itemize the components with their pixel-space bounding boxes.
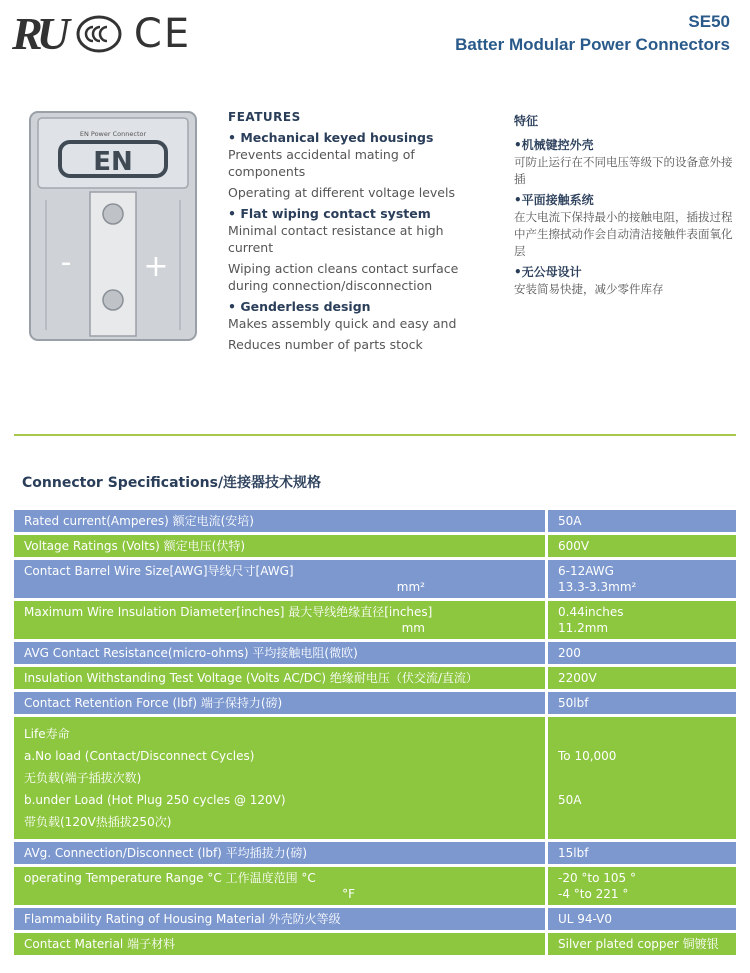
spec-label: Rated current(Amperes) 额定电流(安培) (14, 510, 545, 532)
spec-label: Voltage Ratings (Volts) 额定电压(伏特) (14, 535, 545, 557)
spec-value-secondary: 11.2mm (558, 621, 609, 635)
feature-desc: Operating at different voltage levels (228, 185, 455, 200)
spec-unit: mm² (396, 580, 425, 594)
feature-cn-title: •平面接触系统 (514, 193, 594, 207)
spec-value-cell (548, 867, 736, 905)
feature-cn-desc: 可防止运行在不同电压等级下的设备意外接插 (514, 155, 733, 186)
spec-label: operating Temperature Range °C 工作温度范围 °C (24, 871, 316, 885)
table-row (14, 535, 736, 557)
spec-value-secondary: 13.3-3.3mm² (558, 580, 637, 594)
features-heading: FEATURES (228, 110, 301, 124)
spec-value-cell (548, 601, 736, 639)
spec-table (14, 510, 736, 958)
life-heading: Life寿命 (24, 727, 70, 741)
table-row (14, 642, 736, 664)
spec-label: Insulation Withstanding Test Voltage (Volts AC/DC) 绝缘耐电压（伏交流/直流） (14, 667, 545, 689)
feature-desc: Minimal contact resistance at high current (228, 223, 444, 255)
table-row (14, 560, 736, 598)
spec-value: 0.44inches (558, 605, 624, 619)
connector-product-image (28, 110, 198, 342)
product-small-text: EN Power Connector (79, 130, 147, 138)
feature-cn-desc: 安装简易快捷，减少零件库存 (514, 282, 664, 296)
spec-label-cell (14, 601, 545, 639)
spec-label: Maximum Wire Insulation Diameter[inches] 最大导线绝缘直径[inches] (24, 605, 433, 619)
life-line: a.No load (Contact/Disconnect Cycles) (24, 749, 255, 763)
table-row (14, 867, 736, 905)
life-label-cell (14, 717, 545, 839)
table-row (14, 717, 736, 839)
spec-label: Contact Barrel Wire Size[AWG]导线尺寸[AWG] (24, 564, 294, 578)
spacer (558, 767, 726, 789)
feature-title: • Flat wiping contact system (228, 206, 431, 221)
spec-value: 2200V (548, 667, 736, 689)
spec-unit: mm (401, 621, 425, 635)
features-english (228, 110, 488, 357)
feature-desc: Wiping action cleans contact surface during connection/disconnection (228, 261, 459, 293)
spec-value: -20 °to 105 ° (558, 871, 636, 885)
table-row (14, 510, 736, 532)
spec-unit: °F (342, 887, 355, 901)
spec-section-title: Connector Specifications/连接器技术规格 (22, 475, 322, 491)
minus-sign-icon: - (60, 245, 72, 280)
spec-label: AVg. Connection/Disconnect (lbf) 平均插拔力(磅) (14, 842, 545, 864)
spec-value: 6-12AWG (558, 564, 614, 578)
section-divider (14, 434, 736, 436)
spec-value-secondary: -4 °to 221 ° (558, 887, 629, 901)
life-line: 带负载(120V热插拔250次) (24, 815, 172, 829)
spec-label-cell (14, 560, 545, 598)
spec-value: Silver plated copper 铜镀银 (548, 933, 736, 955)
table-row (14, 842, 736, 864)
life-line: b.under Load (Hot Plug 250 cycles @ 120V) (24, 793, 286, 807)
spec-label: Flammability Rating of Housing Material 外壳防火等级 (14, 908, 545, 930)
spec-value: 15lbf (548, 842, 736, 864)
feature-cn-title: •机械键控外壳 (514, 138, 594, 152)
feature-title: • Mechanical keyed housings (228, 130, 434, 145)
life-line: 无负载(端子插拔次数) (24, 771, 142, 785)
life-value-cell (548, 717, 736, 839)
feature-desc: Makes assembly quick and easy and (228, 316, 457, 331)
spec-value-cell (548, 560, 736, 598)
spec-value-secondary: 50A (558, 793, 582, 807)
certification-logos (12, 8, 192, 59)
table-row (14, 908, 736, 930)
feature-cn-title: •无公母设计 (514, 265, 582, 279)
plus-sign-icon: + (143, 249, 169, 284)
feature-desc: Reduces number of parts stock (228, 337, 423, 352)
spec-value: 200 (548, 642, 736, 664)
feature-title: • Genderless design (228, 299, 371, 314)
table-row (14, 601, 736, 639)
feature-desc: Prevents accidental mating of components (228, 147, 415, 179)
ccc-logo-icon (76, 14, 122, 54)
model-number: SE50 (688, 12, 730, 31)
ce-logo-icon: CE (133, 11, 192, 57)
spec-label: Contact Retention Force (lbf) 端子保持力(磅) (14, 692, 545, 714)
page-subtitle: Batter Modular Power Connectors (455, 35, 730, 54)
table-row (14, 692, 736, 714)
spec-value: 50A (548, 510, 736, 532)
table-row (14, 667, 736, 689)
ccc-logo-text: CCC (98, 39, 102, 40)
spec-label: Contact Material 端子材料 (14, 933, 545, 955)
product-brand-logo: EN (93, 147, 133, 177)
spec-value: To 10,000 (558, 749, 617, 763)
ul-logo-icon: RU (12, 8, 64, 59)
spec-value: 600V (548, 535, 736, 557)
spec-value: 50lbf (548, 692, 736, 714)
spec-label-cell (14, 867, 545, 905)
table-row (14, 933, 736, 955)
spec-value: UL 94-V0 (548, 908, 736, 930)
feature-cn-desc: 在大电流下保持最小的接触电阻，插拔过程中产生擦拭动作会自动清洁接触件表面氧化层 (514, 210, 733, 258)
features-cn-heading: 特征 (514, 114, 539, 128)
spec-label: AVG Contact Resistance(micro-ohms) 平均接触电阻(微欧) (14, 642, 545, 664)
features-chinese (514, 112, 738, 302)
